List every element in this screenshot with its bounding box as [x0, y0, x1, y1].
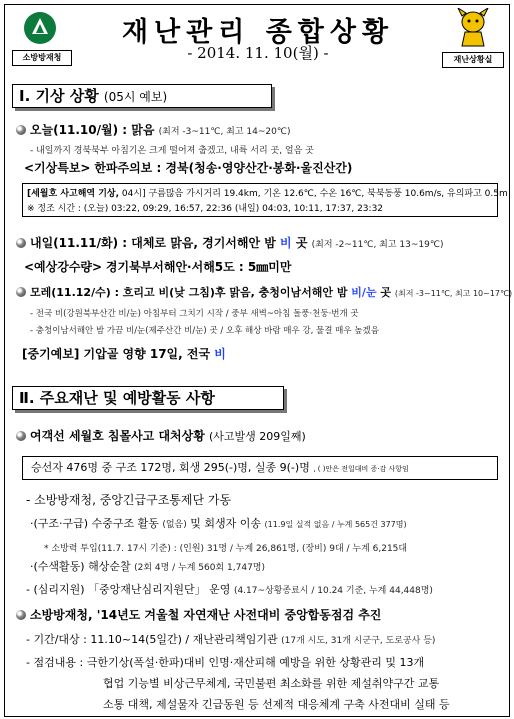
expected-precip: <예상강수량> 경기북부서해안·서해5도 : 5㎜미만: [24, 260, 292, 274]
midterm-forecast: [중기예보] 기압골 영향 17일, 전국 비: [22, 347, 226, 361]
dayafter-detail-1: - 전국 비(강원북부산간 비/눈) 아침부터 그치기 시작 / 중부 새벽~아침 돌풍·천둥·번개 곳: [30, 309, 359, 319]
bullet-icon: [16, 125, 26, 135]
section-disaster-title: Ⅱ. 주요재난 및 예방활동 사항: [19, 389, 215, 407]
tomorrow-forecast: 내일(11.11/화) : 대체로 맑음, 경기서해안 밤 비 곳 (최저 -2~11℃, 최고 13~19℃): [16, 235, 443, 253]
page-title: 재난관리 종합상황: [121, 17, 395, 48]
ferry-line-4: ·(수색활동) 해상순찰 (2회 4명 / 누계 560회 1,747명): [30, 560, 266, 573]
dayafter-detail-2: - 충청이남서해안 밤 가끔 비/눈(제주산간 비/눈) 곳 / 오후 해상 바람 매우 강, 물결 매우 높겠음: [30, 326, 379, 336]
section-weather-header: [12, 84, 272, 108]
bullet-icon: [16, 238, 26, 248]
today-advisory: <기상특보> 한파주의보 : 경북(청송·영양산간·봉화·울진산간): [24, 161, 353, 175]
section-disaster-header: [12, 386, 284, 410]
bullet-icon: [16, 610, 26, 620]
section-weather-note: (05시 예보): [103, 90, 168, 104]
today-temp: (최저 -3~11℃, 최고 14~20℃): [158, 127, 291, 137]
sewol-weather-box: [세월호 사고해역 기상, 04시] 구름많음 가시거리 19.4km, 기온 12.6℃, 수온 16℃, 북북동풍 10.6m/s, 유의파고 0.5m ※ 정조 시간 : (오늘) 03:22, 09:29, 16:57, 22:36 (내일) 04:03, 10:11, 17:37, 23:32: [22, 183, 498, 217]
mascot-icon: [456, 8, 490, 48]
tide-times: ※ 정조 시간 : (오늘) 03:22, 09:29, 16:57, 22:36 (내일) 04:03, 10:11, 17:37, 23:32: [27, 204, 384, 214]
fire-agency-emblem-icon: [24, 12, 56, 44]
page-date: - 2014. 11. 10(월) -: [187, 44, 329, 62]
casualty-box: 승선자 476명 중 구조 172명, 회생 295(-)명, 실종 9(-)명 , ( )안은 전일대비 증·감 사항임: [22, 456, 498, 480]
inspection-period: - 기간/대상 : 11.10~14(5일간) / 재난관리책임기관 (17개 시도, 31개 시군구, 도로공사 등): [26, 633, 436, 646]
inspection-content-3: 소통 대책, 제설물자 긴급동원 등 선제적 대응체계 구축 사전대비 실태 등: [103, 698, 450, 711]
dayafter-forecast: 모레(11.12/수) : 흐리고 비(낮 그침)후 맑음, 충청이남서해안 밤 비/눈 곳 (최저 -3~11℃, 최고 10~17℃): [16, 285, 512, 302]
left-logo-label: 소방방재청: [12, 50, 72, 66]
left-logo: [12, 10, 70, 66]
right-logo: [440, 8, 504, 70]
today-forecast: 오늘(11.10/월) : 맑음 (최저 -3~11℃, 최고 14~20℃): [16, 122, 291, 140]
ferry-line-1: - 소방방재청, 중앙긴급구조통제단 가동: [26, 493, 232, 507]
inspection-content-2: 협업 기능별 비상근무체계, 국민불편 최소화를 위한 제설취약구간 교통: [103, 677, 440, 690]
bullet-icon: [16, 287, 26, 297]
inspection-heading: 소방방재청, '14년도 겨울철 자연재난 사전대비 중앙합동점검 추진: [16, 607, 381, 623]
ferry-heading: 여객선 세월호 침몰사고 대처상황 (사고발생 209일째): [16, 428, 306, 445]
inspection-content-1: - 점검내용 : 극한기상(폭설·한파)대비 인명·재산피해 예방을 위한 상황관리 및 13개: [26, 656, 425, 669]
ferry-line-5: - (심리지원) 「중앙재난심리지원단」 운영 (4.17~상황종료시 / 10.24 기준, 누계 44,448명): [26, 583, 433, 596]
ferry-line-2: ·(구조·구급) 수중구조 활동 (없음) 및 회생자 이송 (11.9일 실적 없음 / 누계 565건 377명): [30, 517, 407, 530]
bullet-icon: [16, 431, 26, 441]
right-logo-label: 재난상황실: [442, 52, 504, 68]
today-detail: - 내일까지 경북북부 아침기온 크게 떨어져 춥겠고, 내륙 서리 곳, 얼음 곳: [30, 146, 314, 156]
section-weather-title: Ⅰ. 기상 상황: [19, 87, 99, 105]
ferry-line-3: * 소방력 투입(11.7. 17시 기준) : (인원) 31명 / 누계 26,861명, (장비) 9대 / 누계 6,215대: [44, 544, 408, 554]
